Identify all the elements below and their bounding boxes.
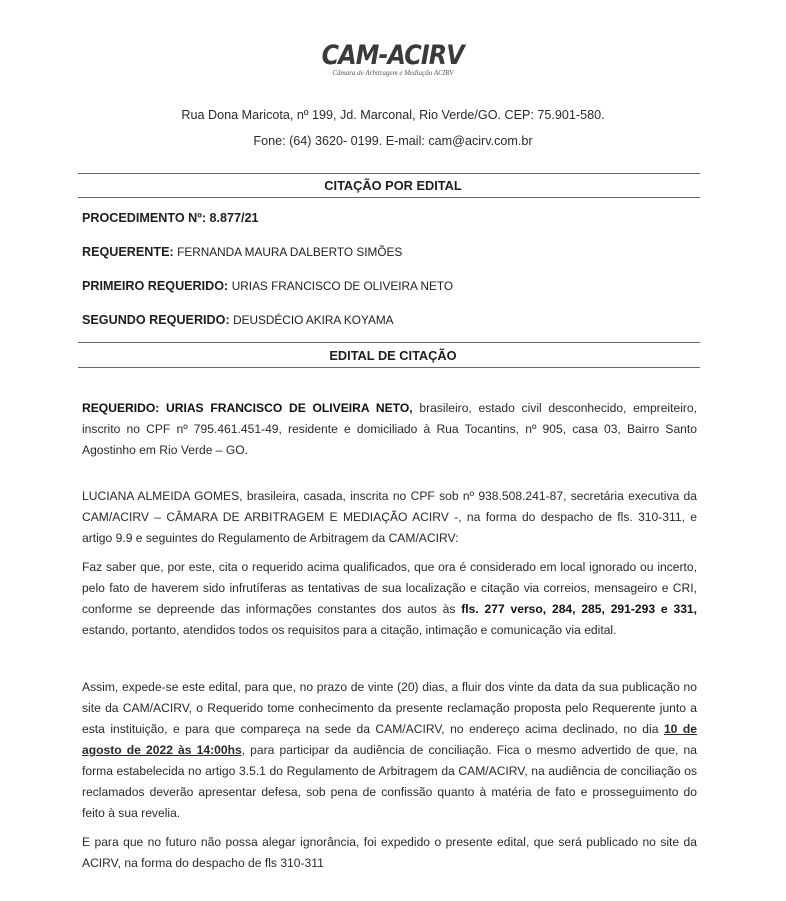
section-title-citacao: CITAÇÃO POR EDITAL <box>324 178 462 193</box>
field-value: FERNANDA MAURA DALBERTO SIMÕES <box>177 245 403 259</box>
field-label: PROCEDIMENTO Nº: 8.877/21 <box>82 211 259 225</box>
field-label: PRIMEIRO REQUERIDO: <box>82 279 229 293</box>
paragraph-final: E para que no futuro não possa alegar ignorância, foi expedido o presente edital, que será publicado no site da ACIRV, na forma do despacho de fls 310-311 <box>82 835 697 870</box>
paragraph-faz-saber: Faz saber que, por este, cita o requerido acima qualificados, que ora é considerado em local ignorado ou incerto, pelo fato de haverem sido infrutíferas as tentativas de sua localização e citação via correios, mensageiro e CRI, conforme se depreende das informações constantes dos autos às fls. 277 verso, 284, 285, 291-293 e 331, estando, portanto, atendidos todos os requisitos para a citação, intimação e comunicação via edital. <box>82 560 698 637</box>
logo-subtitle: Câmara de Arbitragem e Mediação ACIRV <box>332 69 454 77</box>
contact: Fone: (64) 3620- 0199. E-mail: cam@acirv.com.br <box>253 134 533 148</box>
paragraph-requerido: REQUERIDO: URIAS FRANCISCO DE OLIVEIRA NETO, brasileiro, estado civil desconhecido, empreiteiro, inscrito no CPF nº 795.461.451-49, residente e domiciliado à Rua Tocantins, nº 905, casa 03, Bairro Santo Agostinho em Rio Verde – GO. <box>82 401 697 457</box>
hearing-date: 10 de agosto de 2022 às 14:00hs <box>82 722 697 757</box>
field-value: URIAS FRANCISCO DE OLIVEIRA NETO <box>231 279 454 293</box>
field-primeiro-requerido <box>82 279 453 293</box>
requerido-name: REQUERIDO: URIAS FRANCISCO DE OLIVEIRA NETO, <box>82 401 413 415</box>
logo <box>0 40 786 77</box>
paragraph-secretaria: LUCIANA ALMEIDA GOMES, brasileira, casada, inscrita no CPF sob nº 938.508.241-87, secretária executiva da CAM/ACIRV – CÂMARA DE ARBITRAGEM E MEDIAÇÃO ACIRV -, na forma do despacho de fls. 310-311, e artigo 9.9 e seguintes do Regulamento de Arbitragem da CAM/ACIRV: <box>82 489 697 545</box>
address: Rua Dona Maricota, nº 199, Jd. Marconal, Rio Verde/GO. CEP: 75.901-580. <box>181 108 605 122</box>
divider <box>78 342 700 343</box>
field-value: DEUSDÉCIO AKIRA KOYAMA <box>233 313 394 327</box>
field-label: SEGUNDO REQUERIDO: <box>82 313 230 327</box>
divider <box>78 367 700 368</box>
field-label: REQUERENTE: <box>82 245 174 259</box>
field-procedimento <box>82 211 259 225</box>
section-title-edital: EDITAL DE CITAÇÃO <box>329 348 457 363</box>
paragraph-assim: Assim, expede-se este edital, para que, no prazo de vinte (20) dias, a fluir dos vinte da data da sua publicação no site da CAM/ACIRV, o Requerido tome conhecimento da presente reclamação proposta pelo Requerente junto a esta instituição, e para que compareça na sede da CAM/ACIRV, no endereço acima declinado, no dia 10 de agosto de 2022 às 14:00hs, para participar da audiência de conciliação. Fica o mesmo advertido de que, na forma estabelecida no artigo 3.5.1 do Regulamento de Arbitragem da CAM/ACIRV, na audiência de conciliação os reclamados deverão apresentar defesa, sob pena de confissão quanto à matéria de fato e prosseguimento do feito à sua revelia. <box>82 680 697 820</box>
field-segundo-requerido <box>82 313 394 327</box>
field-requerente <box>82 245 402 259</box>
fls-reference: fls. 277 verso, 284, 285, 291-293 e 331, <box>461 602 698 616</box>
logo-text: CAM-ACIRV <box>321 40 465 71</box>
divider <box>78 197 700 198</box>
divider <box>78 173 700 174</box>
